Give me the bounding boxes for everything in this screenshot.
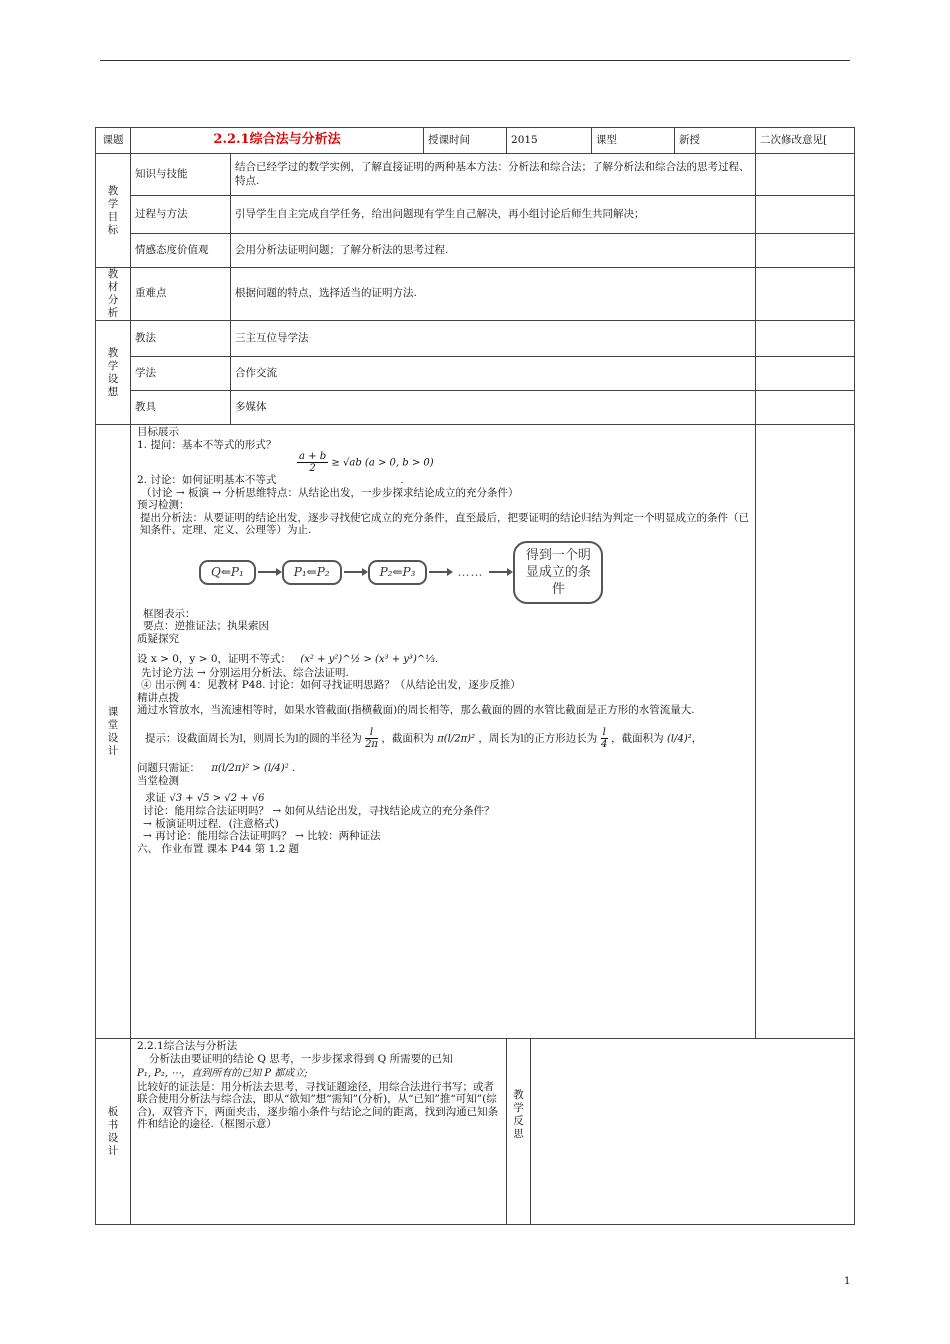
text-line: 讨论：能用综合法证明吗？ → 如何从结论出发，寻找结论成立的充分条件？ bbox=[143, 805, 495, 817]
text-line: 目标展示 bbox=[137, 426, 179, 438]
text-line: 1. 提问：基本不等式的形式？ bbox=[137, 438, 277, 451]
lesson-title: 2.2.1综合法与分析法 bbox=[131, 128, 424, 154]
revision-cell bbox=[756, 234, 855, 268]
text-line: 2. 讨论：如何证明基本不等式 . bbox=[137, 474, 404, 486]
time-label: 授课时间 bbox=[424, 128, 507, 154]
key-label: 重难点 bbox=[131, 268, 231, 321]
revision-cell bbox=[756, 268, 855, 321]
revision-cell bbox=[756, 425, 855, 1039]
homework-line: 六、 作业布置 课本 P44 第 1.2 题 bbox=[137, 842, 300, 855]
text-line: 精讲点拨 bbox=[137, 691, 179, 704]
year-value: 2015 bbox=[507, 128, 592, 154]
method-text: 三主互位导学法 bbox=[231, 321, 756, 357]
text-line: 框图表示： bbox=[143, 607, 196, 620]
arrow-icon bbox=[489, 571, 511, 573]
arrow-icon bbox=[429, 571, 451, 573]
revision-cell bbox=[756, 391, 855, 425]
reflection-cell bbox=[531, 1039, 855, 1225]
text-line: 通过水管放水，当流速相等时，如果水管截面(指横截面)的周长相等，那么截面的圆的水管比截面是正方形的水管流量大. bbox=[137, 704, 695, 716]
flow-box: P₂⇐P₃ bbox=[368, 560, 428, 585]
revision-cell bbox=[756, 357, 855, 391]
tools-text: 多媒体 bbox=[231, 391, 756, 425]
lesson-plan-table bbox=[95, 127, 855, 1225]
knowledge-label: 知识与技能 bbox=[131, 154, 231, 196]
hint-line: 提示：设截面周长为l，则周长为l的圆的半径为 $\frac{l}{2\pi}$ ，截面积为 π(l/2π)² ，周长为l的正方形边长为 $\frac{l}{4}$ ，截面积为 (l/4)²， bbox=[145, 726, 703, 750]
method-label: 教法 bbox=[131, 321, 231, 357]
revision-cell bbox=[756, 321, 855, 357]
text-line: 问题只需证： π(l/2π)² > (l/4)² . bbox=[137, 761, 296, 774]
type-label: 课型 bbox=[592, 128, 675, 154]
text-line: P₁, P₂, ⋯，直到所有的已知 P 都成立; bbox=[137, 1068, 308, 1079]
type-value: 新授 bbox=[675, 128, 756, 154]
text-line: 质疑探究 bbox=[137, 632, 179, 645]
knowledge-text: 结合已经学过的数学实例，了解直接证明的两种基本方法：分析法和综合法；了解分析法和综合法的思考过程、特点. bbox=[231, 154, 756, 196]
emotion-label: 情感态度价值观 bbox=[131, 234, 231, 268]
analysis-section-label: 教 材 分 析 bbox=[96, 268, 131, 321]
goals-section-label: 教 学 目 标 bbox=[96, 154, 131, 268]
classroom-content bbox=[131, 425, 756, 1039]
flow-box: Q⇐P₁ bbox=[199, 560, 256, 585]
study-text: 合作交流 bbox=[231, 357, 756, 391]
flow-final-box: 得到一个明显成立的条件 bbox=[513, 541, 603, 604]
text-line: 要点：逆推证法；执果索因 bbox=[143, 620, 269, 632]
classroom-section-label: 课 堂 设 计 bbox=[96, 425, 131, 1039]
revision-cell bbox=[756, 154, 855, 196]
revision-label: 二次修改意见[ bbox=[756, 128, 855, 154]
board-content bbox=[131, 1039, 507, 1225]
text-line: ④ 出示例 4：见教材 P48. 讨论：如何寻找证明思路？（从结论出发，逐步反推） bbox=[141, 679, 521, 691]
text-line: 2.2.1综合法与分析法 bbox=[137, 1040, 238, 1052]
key-text: 根据问题的特点，选择适当的证明方法. bbox=[231, 268, 756, 321]
text-line: 预习检测： bbox=[137, 499, 190, 511]
revision-cell bbox=[756, 196, 855, 234]
page-number: 1 bbox=[844, 1276, 851, 1287]
text-line: 当堂检测 bbox=[137, 775, 179, 787]
text-line: 先讨论方法 → 分别运用分析法、综合法证明. bbox=[141, 666, 349, 679]
topic-label: 课题 bbox=[96, 128, 131, 154]
design-section-label: 教 学 设 想 bbox=[96, 321, 131, 425]
text-line: 比较好的证法是：用分析法去思考，寻找证题途径，用综合法进行书写；或者联合使用分析法与综合法，即从“欲知”想“需知”(分析)，从“已知”推“可知”(综合)，双管齐下，两面夹击，逐步缩小条件与结论之间的距离，找到沟通已知条件和结论的途径.（框图示意） bbox=[137, 1080, 499, 1130]
text-line: （讨论 → 板演 → 分析思维特点：从结论出发，一步步探求结论成立的充分条件） bbox=[141, 486, 519, 499]
text-line: → 板演证明过程．(注意格式) bbox=[143, 817, 279, 830]
process-text: 引导学生自主完成自学任务，给出问题现有学生自己解决，再小组讨论后师生共同解决； bbox=[231, 196, 756, 234]
text-line: → 再讨论：能用综合法证明吗？ → 比较：两种证法 bbox=[143, 830, 381, 842]
reflection-label: 教 学 反 思 bbox=[507, 1039, 531, 1225]
study-label: 学法 bbox=[131, 357, 231, 391]
flow-box: P₁⇐P₂ bbox=[282, 560, 342, 585]
board-section-label: 板 书 设 计 bbox=[96, 1039, 131, 1225]
arrow-icon bbox=[258, 571, 280, 573]
flow-dots: …… bbox=[457, 564, 484, 579]
process-label: 过程与方法 bbox=[131, 196, 231, 234]
inequality-formula: $\frac{a + b}{2}$ ≥ √ab (a > 0, b > 0) bbox=[299, 451, 434, 474]
text-line: 分析法由要证明的结论 Q 思考，一步步探求得到 Q 所需要的已知 bbox=[149, 1052, 453, 1065]
analysis-definition: 提出分析法：从要证明的结论出发，逐步寻找使它成立的充分条件，直至最后，把要证明的结论归结为判定一个明显成立的条件（已知条件、定理、定义、公理等）为止. bbox=[140, 511, 749, 536]
header-rule bbox=[100, 60, 850, 61]
emotion-text: 会用分析法证明问题；了解分析法的思考过程. bbox=[231, 234, 756, 268]
tools-label: 教具 bbox=[131, 391, 231, 425]
text-line: 求证 √3 + √5 > √2 + √6 bbox=[145, 791, 265, 804]
text-line: 设 x > 0，y > 0，证明不等式： (x² + y²)^½ > (x³ + y³)^⅓. bbox=[137, 653, 439, 665]
analysis-flow-diagram bbox=[199, 541, 749, 604]
arrow-icon bbox=[344, 571, 366, 573]
